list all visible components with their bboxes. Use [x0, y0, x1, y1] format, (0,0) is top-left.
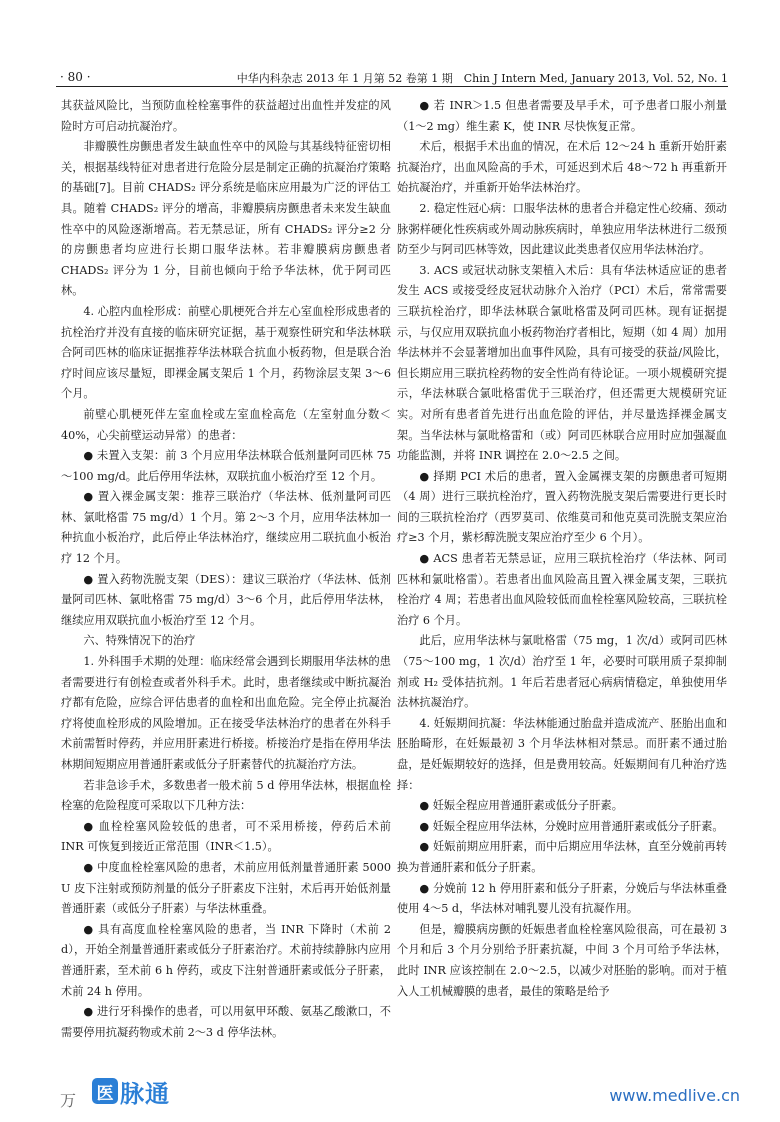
paragraph: ● 妊娠全程应用普通肝素或低分子肝素。 [419, 799, 623, 813]
paragraph: ● 进行牙科操作的患者，可以用氨甲环酸、氨基乙酸漱口，不需要停用抗凝药物或术前 2～3 d 停华法林。 [61, 1005, 391, 1039]
paragraph: ● 中度血栓栓塞风险的患者，术前应用低剂量普通肝素 5000 U 皮下注射或预防剂量的低分子肝素皮下注射，术后再开始低剂量普通肝素（或低分子肝素）与华法林重叠。 [61, 860, 391, 916]
paragraph: 六、特殊情况下的治疗 [83, 634, 196, 648]
right-column [397, 96, 727, 1002]
paragraph: ● 置入药物洗脱支架（DES）：建议三联治疗（华法林、低剂量阿司匹林、氯吡格雷 75 mg/d）3～6 个月，此后停用华法林，继续应用双联抗血小板治疗至 12 个月。 [61, 572, 391, 627]
left-column [61, 96, 391, 1043]
paragraph: 术后，根据手术出血的情况，在术后 12～24 h 重新开始肝素抗凝治疗，出血风险高的手术，可延迟到术后 48～72 h 再重新开始抗凝治疗，并重新开始华法林治疗。 [397, 140, 727, 195]
paragraph: ● 具有高度血栓栓塞风险的患者，当 INR 下降时（术前 2 d），开始全剂量普通肝素或低分子肝素治疗。术前持续静脉内应用普通肝素，至术前 6 h 停药，或皮下注射普通肝素或低分子肝素，术前 24 h 停用。 [61, 922, 391, 998]
page-number: · 80 · [60, 70, 91, 84]
site-url-link[interactable]: www.medlive.cn [609, 1086, 740, 1105]
paragraph: ● 妊娠全程应用华法林，分娩时应用普通肝素或低分子肝素。 [419, 819, 724, 833]
paragraph: 其获益风险比，当预防血栓栓塞事件的获益超过出血性并发症的风险时方可启动抗凝治疗。 [61, 99, 391, 133]
paragraph: 但是，瓣膜病房颤的妊娠患者血栓栓塞风险很高，可在最初 3 个月和后 3 个月分别给予肝素抗凝，中间 3 个月可给予华法林，此时 INR 应该控制在 2.0～2.5，以减少对胚胎的影响。而对于植入人工机械瓣膜的患者，最佳的策略是给予 [397, 922, 727, 998]
paragraph: 若非急诊手术，多数患者一般术前 5 d 停用华法林，根据血栓栓塞的危险程度可采取以下几种方法： [61, 778, 391, 813]
header-rule [56, 86, 728, 87]
paragraph: 此后，应用华法林与氯吡格雷（75 mg，1 次/d）或阿司匹林（75～100 mg，1 次/d）治疗至 1 年，必要时可联用质子泵抑制剂或 H₂ 受体拮抗剂。1 年后若患者冠心病病情稳定，单独使用华法林抗凝治疗。 [397, 634, 727, 710]
paragraph: ● 置入裸金属支架：推荐三联治疗（华法林、低剂量阿司匹林、氯吡格雷 75 mg/d）1 个月。第 2～3 个月，应用华法林加一种抗血小板治疗，此后停止华法林治疗，继续应用二联抗血小板治疗 12 个月。 [61, 490, 391, 566]
paragraph: ● 血栓栓塞风险较低的患者，可不采用桥接，停药后术前 INR 可恢复到接近正常范围（INR＜1.5）。 [61, 819, 391, 854]
paragraph: 1. 外科围手术期的处理：临床经常会遇到长期服用华法林的患者需要进行有创检查或者外科手术。此时，患者继续或中断抗凝治疗都有危险，应综合评估患者的血栓和出血危险。完全停止抗凝治疗将使血栓形成的风险增加。正在接受华法林治疗的患者在外科手术前需暂时停药，并应用肝素进行桥接。桥接治疗是指在停用华法林期间短期应用普通肝素或低分子肝素替代的抗凝治疗方法。 [61, 655, 391, 771]
logo-mark-icon: 医 [92, 1078, 118, 1104]
paragraph: ● ACS 患者若无禁忌证，应用三联抗栓治疗（华法林、阿司匹林和氯吡格雷）。若患者出血风险高且置入裸金属支架，三联抗栓治疗 4 周；若患者出血风险较低而血栓栓塞风险较高，三联抗栓治疗 6 个月。 [397, 552, 727, 627]
paragraph: ● 择期 PCI 术后的患者，置入金属裸支架的房颤患者可短期（4 周）进行三联抗栓治疗，置入药物洗脱支架后需要进行更长时间的三联抗栓治疗（西罗莫司、依维莫司和他克莫司洗脱支架应治疗≥3 个月，紫杉醇洗脱支架应治疗至少 6 个月）。 [397, 469, 727, 545]
paragraph: 4. 心腔内血栓形成：前壁心肌梗死合并左心室血栓形成患者的抗栓治疗并没有直接的临床研究证据，基于观察性研究和华法林联合阿司匹林的临床证据推荐华法林联合抗血小板药物，但是联合治疗时间应该尽量短，即裸金属支架后 1 个月，药物涂层支架 3～6 个月。 [61, 304, 391, 401]
page-header [0, 0, 780, 84]
paragraph: 4. 妊娠期间抗凝：华法林能通过胎盘并造成流产、胚胎出血和胚胎畸形，在妊娠最初 3 个月华法林相对禁忌。而肝素不通过胎盘，是妊娠期较好的选择，但是费用较高。妊娠期间有几种治疗选择： [397, 716, 727, 792]
paragraph: ● 未置入支架：前 3 个月应用华法林联合低剂量阿司匹林 75～100 mg/d。此后停用华法林，双联抗血小板治疗至 12 个月。 [61, 449, 391, 483]
paragraph: ● 若 INR＞1.5 但患者需要及早手术，可予患者口服小剂量（1～2 mg）维生素 K，使 INR 尽快恢复正常。 [397, 99, 727, 133]
journal-citation: 中华内科杂志 2013 年 1 月第 52 卷第 1 期 Chin J Intern Med, January 2013, Vol. 52, No. 1 [236, 72, 728, 85]
paragraph: ● 分娩前 12 h 停用肝素和低分子肝素，分娩后与华法林重叠使用 4～5 d，华法林对哺乳婴儿没有抗凝作用。 [397, 881, 727, 916]
watermark-prefix: 万 [60, 1091, 77, 1110]
logo-text: 脉通 [120, 1079, 170, 1108]
paragraph: 2. 稳定性冠心病：口服华法林的患者合并稳定性心绞痛、颈动脉粥样硬化性疾病或外周动脉疾病时，单独应用华法林进行二级预防至少与阿司匹林等效，因此建议此类患者仅应用华法林治疗。 [397, 201, 727, 257]
paragraph: 非瓣膜性房颤患者发生缺血性卒中的风险与其基线特征密切相关，根据基线特征对患者进行危险分层是制定正确的抗凝治疗策略的基础[7]。目前 CHADS₂ 评分系统是临床应用最为广泛的评估工具。随着 CHADS₂ 评分的增高，非瓣膜病房颤患者未来发生缺血性卒中的风险逐渐增高。若无禁忌证，所有 CHADS₂ 评分≥2 分的房颤患者均应进行长期口服华法林。若非瓣膜病房颤患者 CHADS₂ 评分为 1 分，目前也倾向于给予华法林，优于阿司匹林。 [61, 140, 391, 298]
paragraph: ● 妊娠前期应用肝素，而中后期应用华法林，直至分娩前再转换为普通肝素和低分子肝素。 [397, 840, 727, 874]
medlive-logo[interactable] [92, 1074, 170, 1108]
paragraph: 前壁心肌梗死伴左室血栓或左室血栓高危（左室射血分数＜40%，心尖前壁运动异常）的患者： [61, 407, 391, 442]
paragraph: 3. ACS 或冠状动脉支架植入术后：具有华法林适应证的患者发生 ACS 或接受经皮冠状动脉介入治疗（PCI）术后，常常需要三联抗栓治疗，即华法林联合氯吡格雷及阿司匹林。现有证据提示，与仅应用双联抗血小板药物治疗者相比，短期（如 4 周）加用华法林并不会显著增加出血事件风险，具有可接受的获益/风险比，但长期应用三联抗栓药物的安全性尚有待论证。一项小规模研究提示，华法林联合氯吡格雷优于三联治疗，但还需更大规模研究证实。对所有患者首先进行出血危险的评估，并尽量选择裸金属支架。当华法林与氯吡格雷和（或）阿司匹林联合应用时应加强凝血功能监测，并将 INR 调控在 2.0～2.5 之间。 [397, 263, 727, 463]
